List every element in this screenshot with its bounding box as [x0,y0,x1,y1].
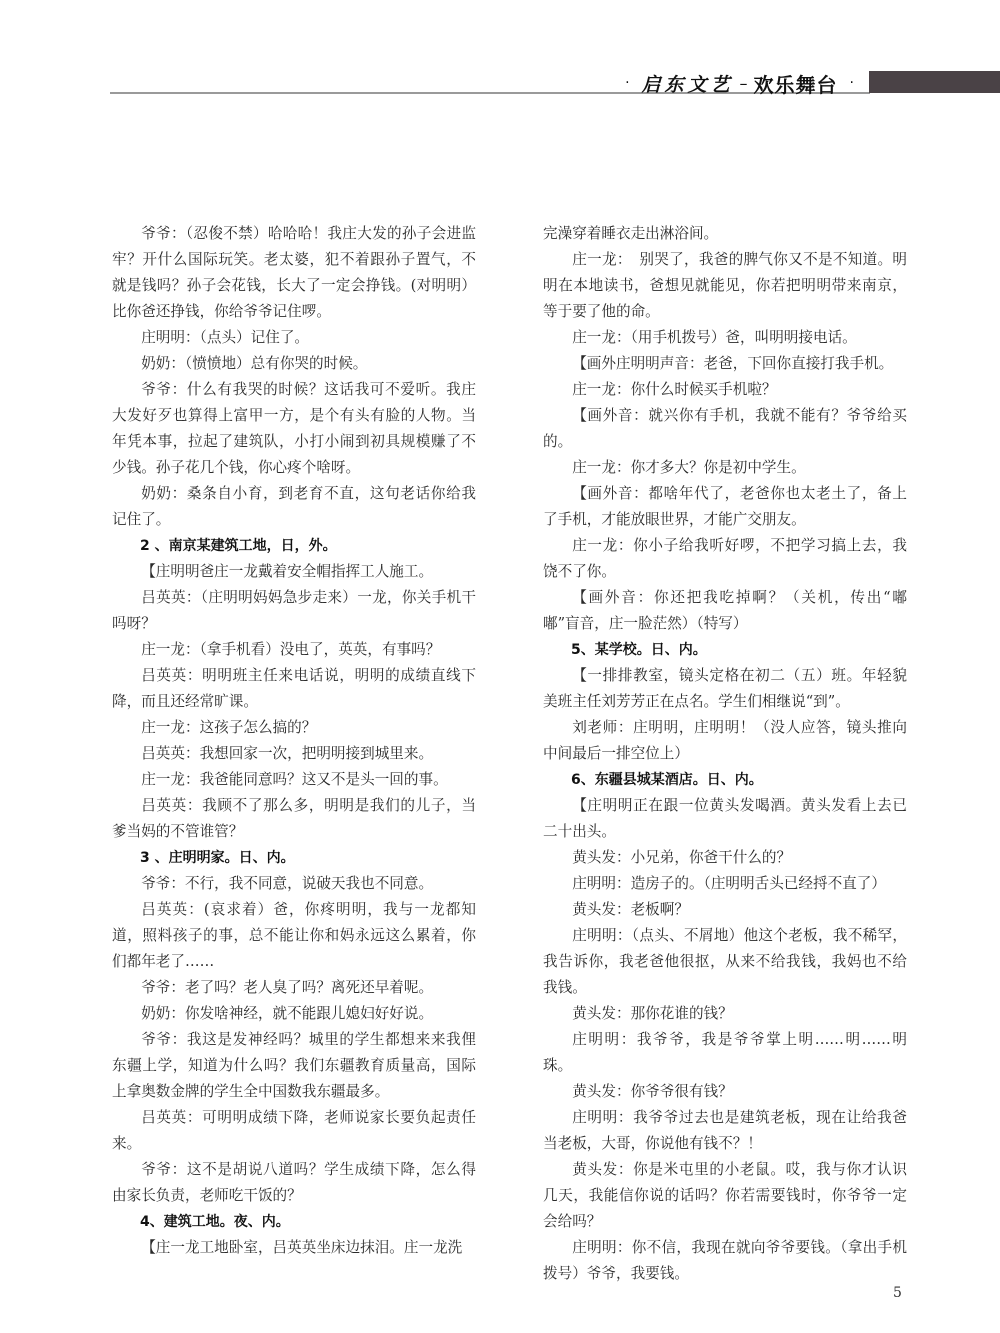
script-paragraph: 庄一龙：你什么时候买手机啦？ [572,381,777,398]
script-paragraph: 【画外庄明明声音：老爸，下回你直接打我手机。 [572,355,894,372]
script-paragraph: 奶奶：桑条自小育，到老育不直，这句老话你给我记住了。 [112,485,476,528]
script-paragraph: 庄一龙：我爸能同意吗？这又不是头一回的事。 [141,771,448,788]
script-paragraph: 庄一龙：你才多大？你是初中学生。 [572,459,806,476]
script-paragraph: 庄明明：造房子的。（庄明明舌头已经捋不直了） [572,875,886,892]
script-paragraph: 吕英英：我顾不了那么多，明明是我们的儿子，当爹当妈的不管谁管？ [112,797,476,840]
script-paragraph: 吕英英：（庄明明妈妈急步走来）一龙，你关手机干吗呀？ [112,589,476,632]
script-paragraph: 爷爷：老了吗？老人臭了吗？离死还早着呢。 [141,979,434,996]
scene-heading: 4、建筑工地。夜、内。 [140,1214,290,1230]
script-paragraph: 奶奶：你发啥神经，就不能跟儿媳妇好好说。 [141,1005,434,1022]
scene-heading: 2 、南京某建筑工地，日，外。 [140,538,337,554]
script-paragraph: 庄明明：（点头、不屑地）他这个老板，我不稀罕，我告诉你，我老爸他很抠，从来不给我钱，我妈也不给我钱。 [543,927,907,996]
header-color-bar [869,71,1000,93]
script-paragraph: 庄一龙：（用手机拨号）爸，叫明明接电话。 [572,329,857,346]
script-paragraph: 庄明明：我爷爷过去也是建筑老板，现在让给我爸当老板，大哥，你说他有钱不？！ [543,1109,907,1152]
script-paragraph: 庄一龙： 别哭了，我爸的脾气你又不是不知道。明明在本地读书，爸想见就能见，你若把明明带来南京，等于要了他的命。 [543,251,907,320]
left-column [112,221,476,1261]
script-paragraph: 【庄明明爸庄一龙戴着安全帽指挥工人施工。 [141,563,434,580]
script-paragraph: 爷爷：什么有我哭的时候？这话我可不爱听。我庄大发好歹也算得上富甲一方，是个有头有脸的人物。当年凭本事，拉起了建筑队，小打小闹到初具规模赚了不少钱。孙子花几个钱，你心疼个啥呀。 [112,381,476,476]
script-paragraph: 吕英英：明明班主任来电话说，明明的成绩直线下降，而且还经常旷课。 [112,667,476,710]
script-paragraph: 爷爷：（忍俊不禁）哈哈哈！我庄大发的孙子会进监牢？开什么国际玩笑。老太婆，犯不着跟孙子置气，不就是钱吗？孙子会花钱，长大了一定会挣钱。(对明明）比你爸还挣钱，你给爷爷记住啰。 [112,225,476,320]
continued-paragraph: 完澡穿着睡衣走出淋浴间。 [543,225,719,242]
script-paragraph: 爷爷：我这是发神经吗？城里的学生都想来来我俚东疆上学，知道为什么吗？我们东疆教育质量高，国际上拿奥数金牌的学生全中国数我东疆最多。 [112,1031,476,1100]
script-paragraph: 黄头发：你是米屯里的小老鼠。哎，我与你才认识几天，我能信你说的话吗？你若需要钱时，你爷爷一定会给吗？ [543,1161,907,1230]
magazine-title: 启东文艺 [641,73,734,96]
header-dash: – [739,73,748,93]
script-paragraph: 黄头发：小兄弟，你爸干什么的？ [572,849,792,866]
script-paragraph: 吕英英：我想回家一次，把明明接到城里来。 [141,745,434,762]
script-paragraph: 爷爷：不行，我不同意，说破天我也不同意。 [141,875,434,892]
header-dot-right: · [849,75,854,91]
script-paragraph: 【一排排教室，镜头定格在初二（五）班。年轻貌美班主任刘芳芳正在点名。学生们相继说“到”。 [543,667,907,710]
script-paragraph: 吕英英：可明明成绩下降，老师说家长要负起责任来。 [112,1109,476,1152]
script-paragraph: 刘老师：庄明明，庄明明！（没人应答，镜头推向中间最后一排空位上） [543,719,907,762]
script-paragraph: 庄明明：我爷爷，我是爷爷掌上明……明……明珠。 [543,1031,907,1074]
script-paragraph: 爷爷：这不是胡说八道吗？学生成绩下降，怎么得由家长负责，老师吃干饭的？ [112,1161,476,1204]
script-paragraph: 黄头发：你爷爷很有钱？ [572,1083,733,1100]
script-paragraph: 【画外音：就兴你有手机，我就不能有？爷爷给买的。 [543,407,907,450]
script-paragraph: 吕英英：(哀求着）爸，你疼明明，我与一龙都知道，照料孩子的事，总不能让你和妈永远这么累着，你们都年老了…… [112,901,476,970]
section-title: 欢乐舞台 [753,72,838,97]
script-paragraph: 【庄明明正在跟一位黄头发喝酒。黄头发看上去已二十出头。 [543,797,907,840]
script-paragraph: 【画外音：你还把我吃掉啊？（关机，传出“嘟嘟”盲音，庄一脸茫然）（特写） [543,589,907,632]
header-dot-left: · [625,75,630,91]
script-paragraph: 庄明明：你不信，我现在就向爷爷要钱。（拿出手机拨号）爷爷，我要钱。 [543,1239,907,1282]
script-paragraph: 庄一龙：这孩子怎么搞的？ [141,719,317,736]
script-paragraph: 【庄一龙工地卧室，吕英英坐床边抹泪。庄一龙洗 [141,1239,463,1256]
script-paragraph: 奶奶：（愤愤地）总有你哭的时候。 [141,355,368,372]
scene-heading: 6、东疆县城某酒店。日、内。 [571,772,763,788]
script-paragraph: 黄头发：那你花谁的钱？ [572,1005,733,1022]
scene-heading: 3 、庄明明家。日、内。 [140,850,295,866]
running-header [619,71,860,95]
page-number: 5 [893,1285,902,1301]
scene-heading: 5、某学校。日、内。 [571,642,707,658]
script-paragraph: 黄头发：老板啊？ [572,901,689,918]
script-paragraph: 庄明明：（点头）记住了。 [141,329,310,346]
script-paragraph: 庄一龙：（拿手机看）没电了，英英，有事吗？ [141,641,441,658]
script-paragraph: 【画外音：都啥年代了，老爸你也太老土了，备上了手机，才能放眼世界，才能广交朋友。 [543,485,907,528]
script-paragraph: 庄一龙：你小子给我听好啰，不把学习搞上去，我饶不了你。 [543,537,907,580]
right-column [543,221,907,1287]
